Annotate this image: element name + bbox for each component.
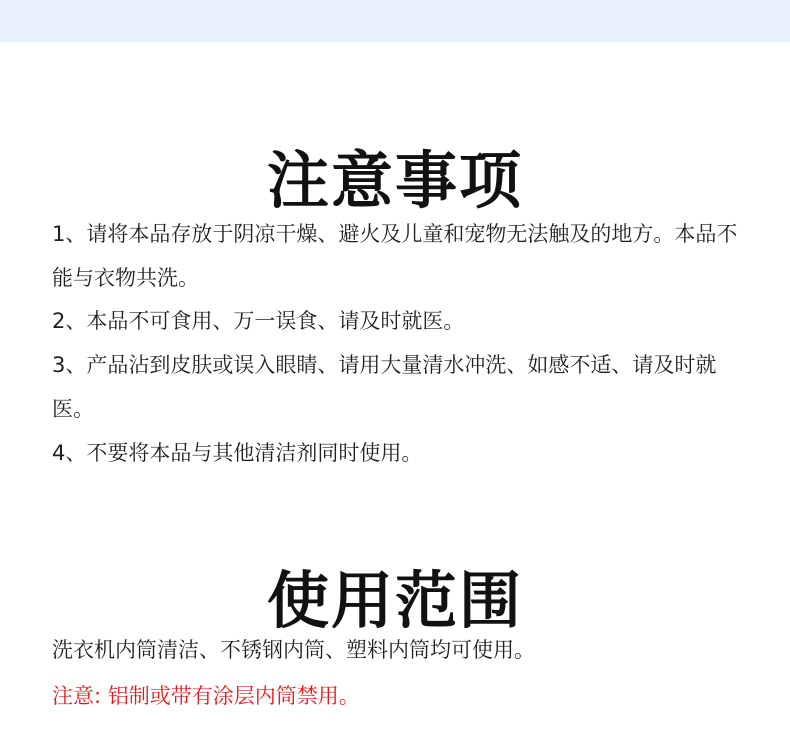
notes-list bbox=[52, 213, 742, 475]
note-item-2: 2、本品不可食用、万一误食、请及时就医。 bbox=[52, 309, 465, 334]
top-banner-band bbox=[0, 0, 790, 42]
note-item-1: 1、请将本品存放于阴凉干燥、避火及儿童和宠物无法触及的地方。本品不能与衣物共洗。 bbox=[52, 222, 738, 290]
scope-description: 洗衣机内筒清洁、不锈钢内筒、塑料内筒均可使用。 bbox=[52, 638, 535, 662]
scope-warning: 注意: 铝制或带有涂层内筒禁用。 bbox=[52, 684, 360, 708]
note-item-3: 3、产品沾到皮肤或误入眼睛、请用大量清水冲洗、如感不适、请及时就医。 bbox=[52, 353, 717, 421]
scope-heading: 使用范围 bbox=[266, 563, 523, 637]
note-item-4: 4、不要将本品与其他清洁剂同时使用。 bbox=[52, 440, 423, 465]
notes-heading: 注意事项 bbox=[266, 143, 523, 217]
